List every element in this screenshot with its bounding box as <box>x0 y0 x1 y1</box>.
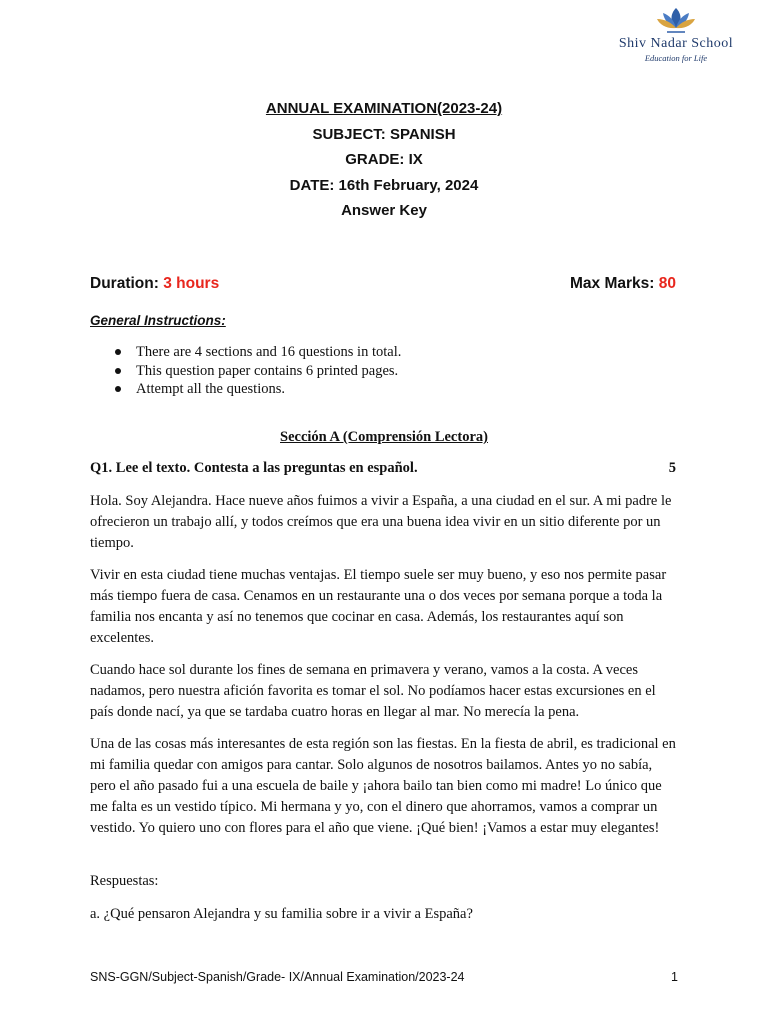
lotus-icon <box>655 6 697 34</box>
instruction-item: There are 4 sections and 16 questions in total. <box>112 343 401 362</box>
reading-paragraph: Cuando hace sol durante los fines de semana en primavera y verano, vamos a la costa. A veces nadamos, pero nuestra afición favorita es tomar el sol. No podíamos hacer estas excursiones en el país donde nací, ya que se tardaba cuatro horas en llegar al mar. No merecía la pena. <box>90 662 656 720</box>
exam-subject: SUBJECT: SPANISH <box>312 125 456 143</box>
duration <box>90 275 219 293</box>
question-1a: a. ¿Qué pensaron Alejandra y su familia sobre ir a vivir a España? <box>90 906 473 922</box>
max-marks-value: 80 <box>658 275 676 292</box>
exam-title: ANNUAL EXAMINATION(2023-24) <box>265 100 503 117</box>
duration-value: 3 hours <box>163 275 220 292</box>
question-1-text: Q1. Lee el texto. Contesta a las preguntas en español. <box>90 460 418 476</box>
reading-paragraph: Hola. Soy Alejandra. Hace nueve años fuimos a vivir a España, a una ciudad en el sur. A mi padre le ofrecieron un trabajo allí, y todos creímos que era una buena idea vivir en un sitio diferente por un tiempo. <box>90 493 672 551</box>
doc-type: Answer Key <box>341 202 427 219</box>
exam-grade: GRADE: IX <box>345 151 423 168</box>
reading-paragraph: Vivir en esta ciudad tiene muchas ventajas. El tiempo suele ser muy bueno, y eso nos permite pasar más tiempo fuera de casa. Cenamos en un restaurante una o dos veces por semana porque a toda la familia nos encanta y así no tenemos que cocinar en casa. Además, los restaurantes aquí son excelentes. <box>90 567 667 646</box>
answers-label: Respuestas: <box>90 873 159 889</box>
question-1 <box>90 460 676 477</box>
page-footer <box>90 970 678 984</box>
instruction-item: Attempt all the questions. <box>112 380 401 399</box>
exam-date: DATE: 16th February, 2024 <box>289 176 479 194</box>
instructions-list <box>112 343 401 399</box>
logo-tagline: Education for Life <box>644 53 708 63</box>
max-marks-label: Max Marks: <box>570 275 655 292</box>
instructions-heading: General Instructions: <box>90 313 226 328</box>
question-1-marks: 5 <box>668 460 676 476</box>
section-a-title: Sección A (Comprensión Lectora) <box>280 429 488 445</box>
footer-text: SNS-GGN/Subject-Spanish/Grade- IX/Annual Examination/2023-24 <box>90 970 465 984</box>
instruction-item: This question paper contains 6 printed pages. <box>112 362 401 381</box>
max-marks <box>570 275 676 293</box>
page-number: 1 <box>671 970 678 984</box>
logo-name: Shiv Nadar School <box>618 36 734 51</box>
exam-header <box>0 96 768 224</box>
duration-label: Duration: <box>90 275 159 292</box>
reading-paragraph: Una de las cosas más interesantes de esta región son las fiestas. En la fiesta de abril, es tradicional en mi familia quedar con amigos para cantar. Solo algunos de nosotros bailamos. Antes yo no sabía, pero el año pasado fui a una escuela de baile y ¡ahora bailo tan bien como mi madre! Lo único que me falta es un vestido típico. Mi hermana y yo, con el dinero que ahorramos, vamos a comprar un vestido. Yo quiero uno con flores para el año que viene. ¡Qué bien! ¡Vamos a estar muy elegantes! <box>90 736 676 836</box>
school-logo <box>612 6 740 84</box>
